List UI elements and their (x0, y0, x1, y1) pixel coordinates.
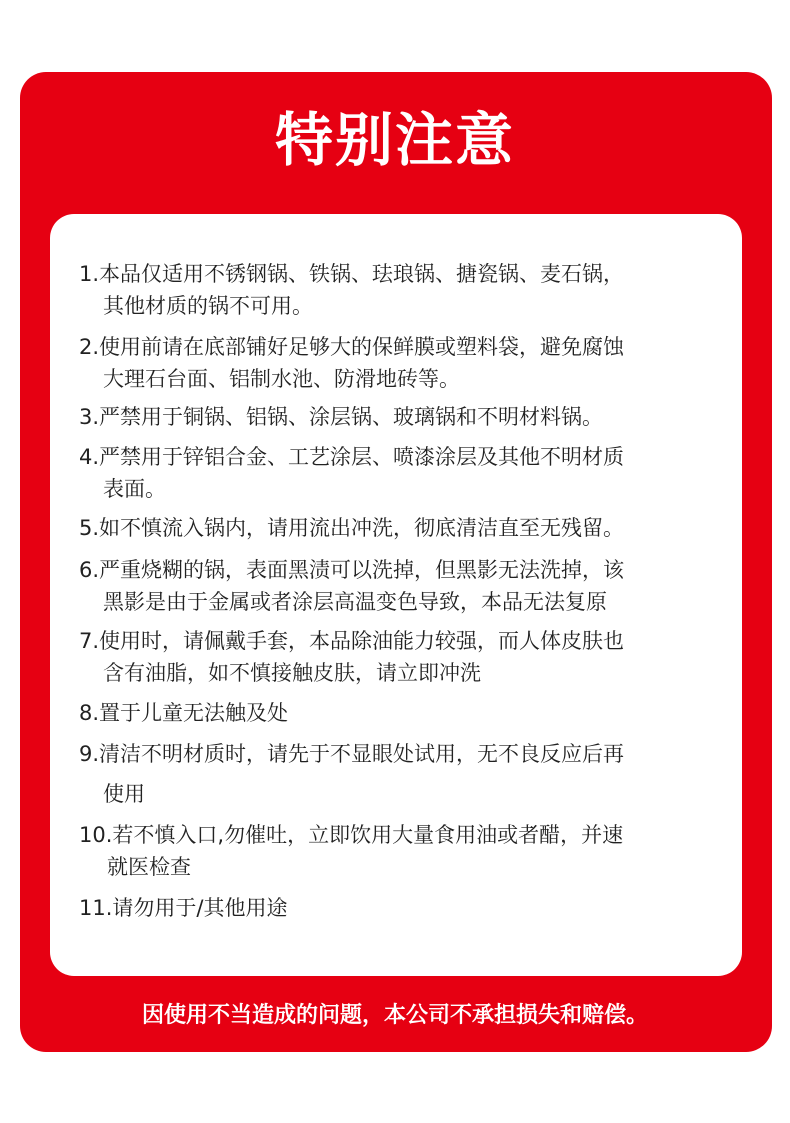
notice-item-11-line1: 11.请勿用于/其他用途 (79, 896, 288, 920)
notice-item-1-line2: 其他材质的锅不可用。 (103, 294, 313, 318)
notice-item-8 (79, 697, 719, 729)
notice-item-10-line1: 10.若不慎入口,勿催吐，立即饮用大量食用油或者醋，并速 (79, 823, 624, 847)
notice-item-5 (79, 512, 719, 544)
notice-item-3-line1: 3.严禁用于铜锅、铝锅、涂层锅、玻璃锅和不明材料锅。 (79, 405, 604, 429)
notice-item-6 (79, 554, 719, 618)
notice-item-11 (79, 892, 719, 924)
notice-item-7-line1: 7.使用时，请佩戴手套，本品除油能力较强，而人体皮肤也 (79, 629, 625, 653)
notice-item-7 (79, 625, 719, 689)
notice-item-5-line1: 5.如不慎流入锅内，请用流出冲洗，彻底清洁直至无残留。 (79, 516, 625, 540)
notice-item-9-line1: 9.清洁不明材质时，请先于不显眼处试用，无不良反应后再 (79, 742, 625, 766)
notice-item-4-line2: 表面。 (103, 477, 166, 501)
notice-item-1 (79, 258, 719, 322)
notice-item-2-line1: 2.使用前请在底部铺好足够大的保鲜膜或塑料袋，避免腐蚀 (79, 335, 625, 359)
notice-item-8-line1: 8.置于儿童无法触及处 (79, 701, 289, 725)
notice-item-1-line1: 1.本品仅适用不锈钢锅、铁锅、珐琅锅、搪瓷锅、麦石锅， (79, 262, 625, 286)
notice-item-4 (79, 441, 719, 505)
notice-item-3 (79, 401, 719, 433)
notice-item-4-line1: 4.严禁用于锌铝合金、工艺涂层、喷漆涂层及其他不明材质 (79, 445, 625, 469)
disclaimer-footer: 因使用不当造成的问题，本公司不承担损失和赔偿。 (141, 1003, 648, 1028)
notice-item-9-line2: 使用 (103, 782, 145, 806)
notice-item-7-line2: 含有油脂，如不慎接触皮肤，请立即冲洗 (103, 661, 481, 685)
notice-item-9 (79, 738, 719, 810)
notice-item-2 (79, 331, 719, 395)
notice-item-6-line2: 黑影是由于金属或者涂层高温变色导致，本品无法复原 (103, 590, 607, 614)
notice-item-10 (79, 819, 719, 883)
notice-item-2-line2: 大理石台面、铝制水池、防滑地砖等。 (103, 367, 460, 391)
page-title: 特别注意 (274, 106, 515, 174)
notice-item-6-line1: 6.严重烧糊的锅，表面黑渍可以洗掉，但黑影无法洗掉，该 (79, 558, 625, 582)
notice-item-10-line2: 就医检查 (107, 855, 191, 879)
